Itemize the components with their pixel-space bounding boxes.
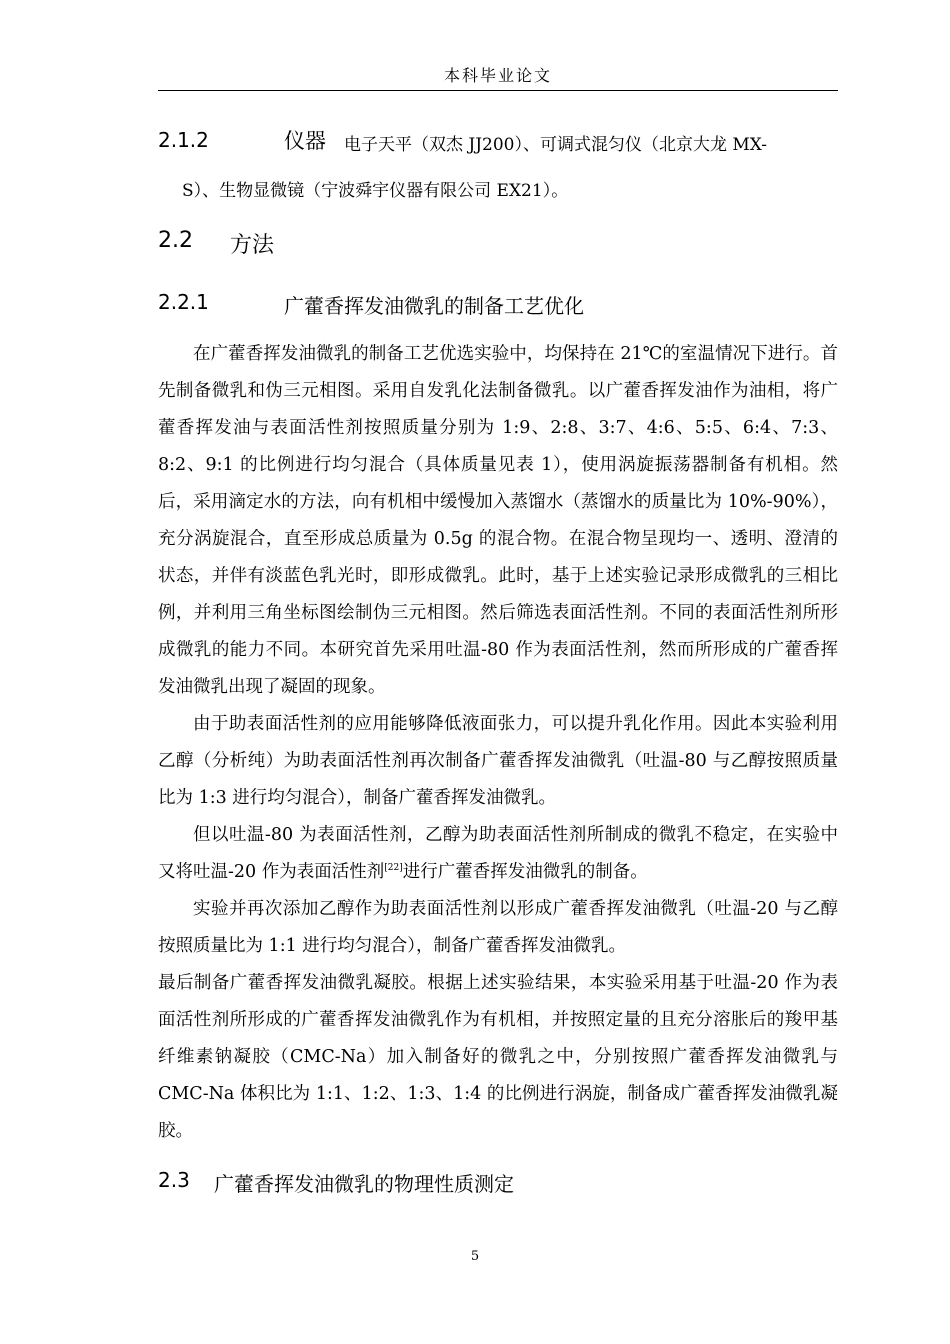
section-2-2-heading: [158, 228, 838, 258]
section-2-3-number: 2.3: [158, 1168, 190, 1192]
paragraph-3: [158, 817, 838, 891]
section-2-1-2-label: 仪器: [284, 129, 326, 153]
section-2-1-2-line1: [158, 128, 838, 155]
page-number: 5: [470, 1249, 480, 1264]
section-2-2-title: 方法: [230, 233, 275, 258]
section-2-3-heading: [158, 1168, 838, 1196]
instrument-list-line2: S）、生物显微镜（宁波舜宇仪器有限公司 EX21）。: [182, 181, 569, 201]
section-2-1-2-number: 2.1.2: [158, 128, 209, 152]
paragraph-1: 在广藿香挥发油微乳的制备工艺优选实验中，均保持在 21℃的室温情况下进行。首先制备微乳和伪三元相图。采用自发乳化法制备微乳。以广藿香挥发油作为油相，将广藿香挥发油与表面活性剂按照质量分别为 1:9、2:8、3:7、4:6、5:5、6:4、7:3、8:2、9:1 的比例进行均匀混合（具体质量见表 1），使用涡旋振荡器制备有机相。然后，采用滴定水的方法，向有机相中缓慢加入蒸馏水（蒸馏水的质量比为 10%-90%），充分涡旋混合，直至形成总质量为 0.5g 的混合物。在混合物呈现均一、透明、澄清的状态，并伴有淡蓝色乳光时，即形成微乳。此时，基于上述实验记录形成微乳的三相比例，并利用三角坐标图绘制伪三元相图。然后筛选表面活性剂。不同的表面活性剂所形成微乳的能力不同。本研究首先采用吐温-80 作为表面活性剂，然而所形成的广藿香挥发油微乳出现了凝固的现象。: [158, 344, 838, 697]
paragraph-2: 由于助表面活性剂的应用能够降低液面张力，可以提升乳化作用。因此本实验利用乙醇（分析纯）为助表面活性剂再次制备广藿香挥发油微乳（吐温-80 与乙醇按照质量比为 1:3 进行均匀混合），制备广藿香挥发油微乳。: [158, 714, 838, 808]
instrument-list-line1: 电子天平（双杰 JJ200）、可调式混匀仪（北京大龙 MX-: [344, 135, 768, 155]
citation-22[interactable]: [22]: [384, 863, 403, 873]
section-2-2-1-title: 广藿香挥发油微乳的制备工艺优化: [284, 294, 584, 318]
paragraph-3-text-a: 但以吐温-80 为表面活性剂，乙醇为助表面活性剂所制成的微乳不稳定，在实验中又将吐温-20 作为表面活性剂: [158, 825, 838, 882]
paragraph-3-text-b: 进行广藿香挥发油微乳的制备。: [402, 862, 648, 882]
running-header: 本科毕业论文: [158, 64, 838, 91]
section-2-2-1-heading: [158, 290, 838, 318]
paragraph-5: 最后制备广藿香挥发油微乳凝胶。根据上述实验结果，本实验采用基于吐温-20 作为表面活性剂所形成的广藿香挥发油微乳作为有机相，并按照定量的且充分溶胀后的羧甲基纤维素钠凝胶（CMC-Na）加入制备好的微乳之中，分别按照广藿香挥发油微乳与 CMC-Na 体积比为 1:1、1:2、1:3、1:4 的比例进行涡旋，制备成广藿香挥发油微乳凝胶。: [158, 973, 838, 1141]
paragraph-4: 实验并再次添加乙醇作为助表面活性剂以形成广藿香挥发油微乳（吐温-20 与乙醇按照质量比为 1:1 进行均匀混合），制备广藿香挥发油微乳。: [158, 899, 838, 956]
section-2-2-number: 2.2: [158, 228, 193, 253]
section-2-3-title: 广藿香挥发油微乳的物理性质测定: [214, 1172, 514, 1196]
section-2-2-1-number: 2.2.1: [158, 290, 209, 314]
